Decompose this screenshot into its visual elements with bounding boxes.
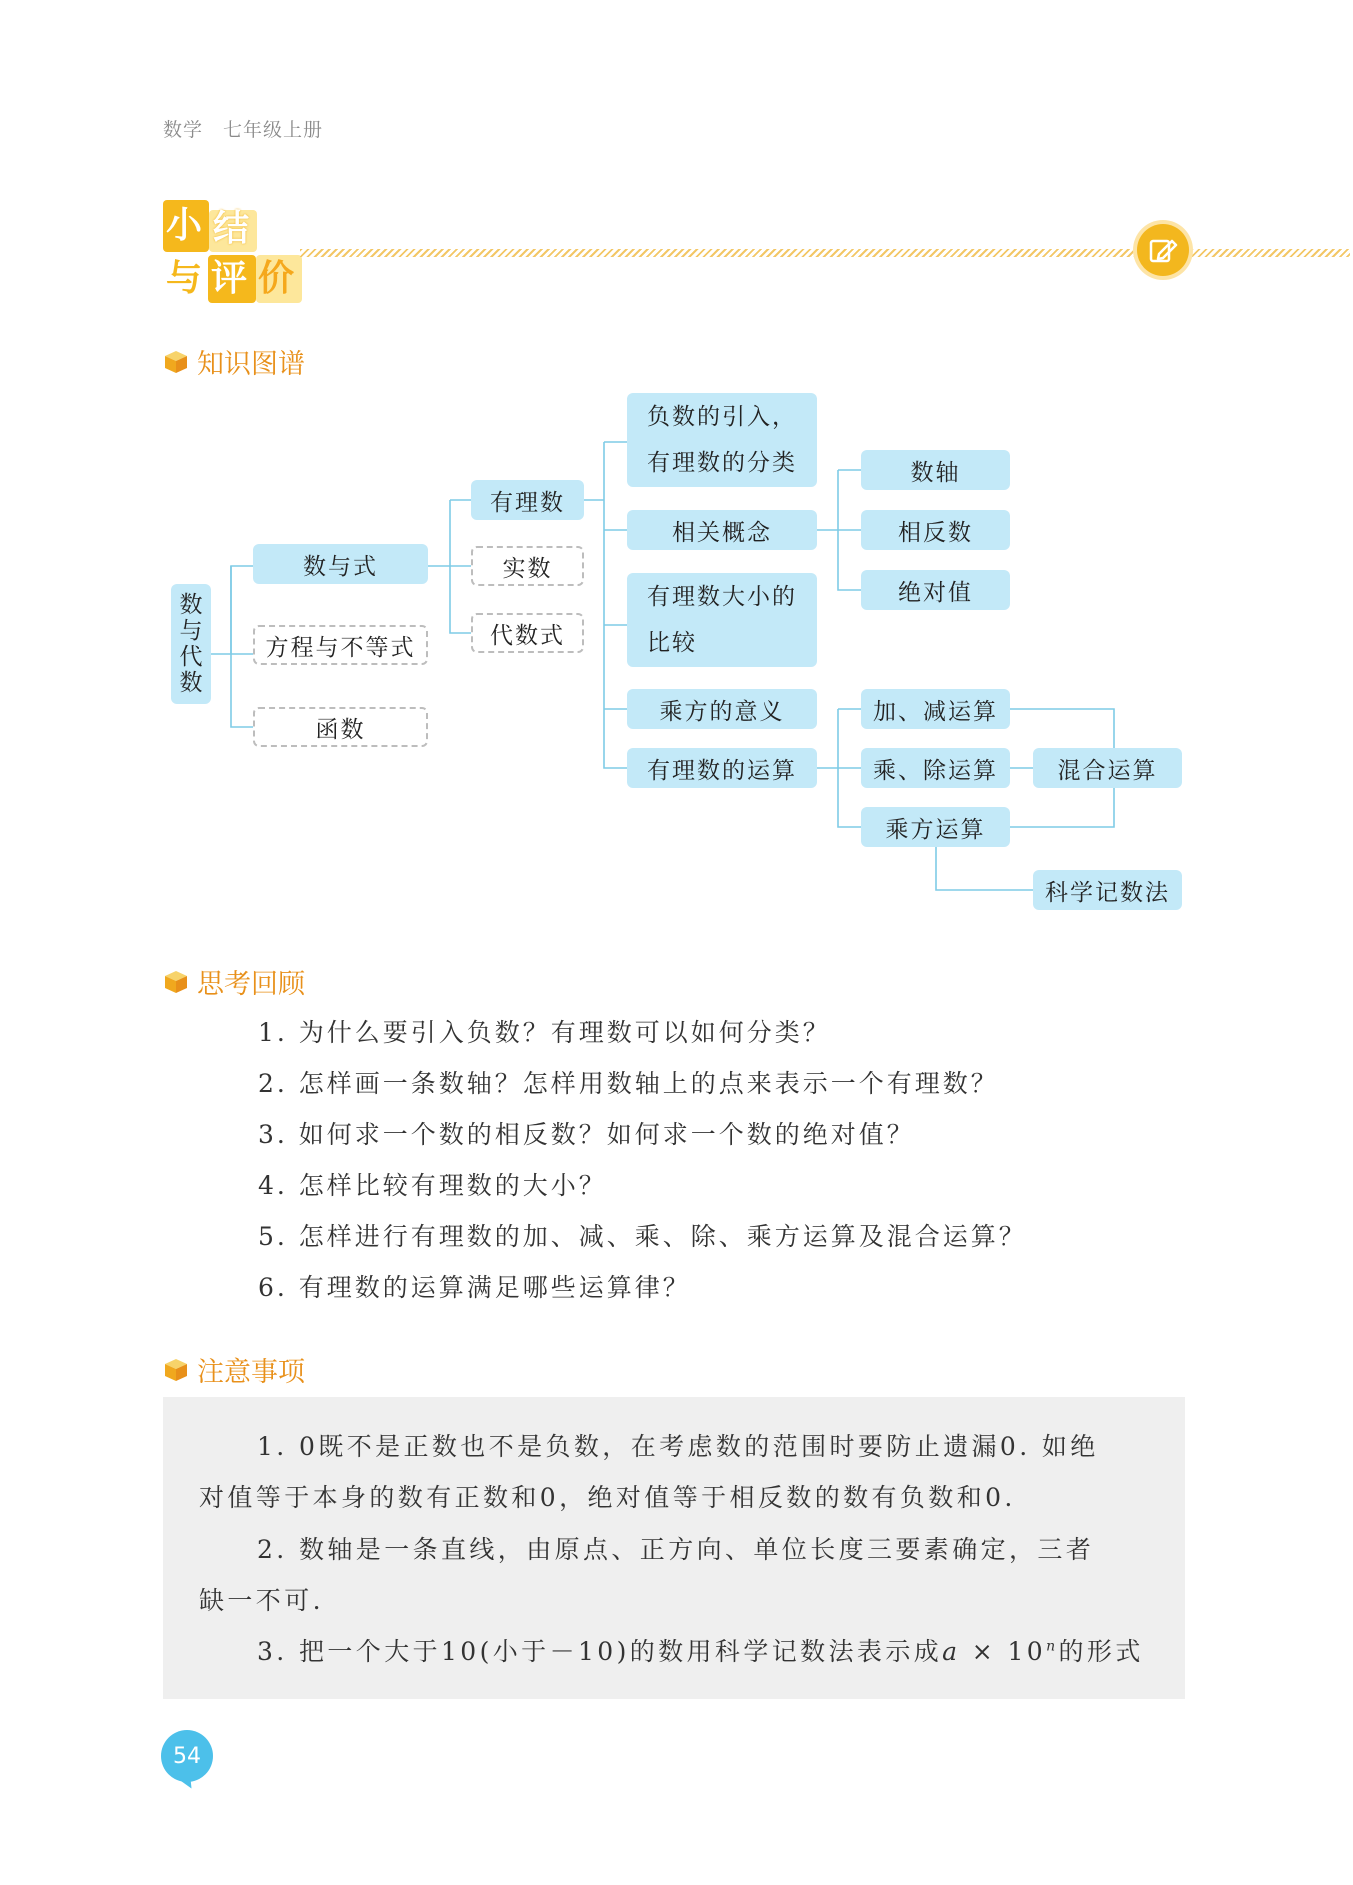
math-exponent: n [1046, 1638, 1059, 1655]
map-node-root-text: 数与代数 [179, 592, 203, 696]
review-question: 2. 怎样画一条数轴？怎样用数轴上的点来表示一个有理数？ [258, 1069, 999, 1098]
review-question: 5. 怎样进行有理数的加、减、乘、除、乘方运算及混合运算？ [258, 1222, 1027, 1251]
section-title-text: 知识图谱 [197, 349, 305, 380]
title-char: 评 [211, 258, 248, 299]
running-header: 数学 七年级上册 [163, 119, 324, 141]
map-node-root [171, 584, 211, 704]
title-char: 与 [166, 258, 203, 299]
map-node-compare [627, 573, 817, 667]
section-title-text: 注意事项 [197, 1357, 305, 1388]
notes-panel [163, 1397, 1185, 1699]
map-node-negative-intro [627, 393, 817, 487]
map-node-text: 有理数的分类 [647, 450, 797, 476]
map-node-number-line: 数轴 [861, 450, 1010, 490]
map-node-power-meaning: 乘方的意义 [627, 689, 817, 729]
section-header-notes [163, 1350, 305, 1389]
map-node-absolute: 绝对值 [861, 570, 1010, 610]
map-node-add-sub: 加、减运算 [861, 689, 1010, 729]
note-line: 对值等于本身的数有正数和0，绝对值等于相反数的数有负数和0. [199, 1483, 1016, 1512]
math-variable: a [942, 1637, 961, 1666]
map-node-equations: 方程与不等式 [253, 625, 428, 665]
map-node-mixed: 混合运算 [1033, 748, 1182, 788]
note-text: 3. 把一个大于10(小于－10)的数用科学记数法表示成 [257, 1637, 943, 1666]
map-node-mul-div: 乘、除运算 [861, 748, 1010, 788]
map-node-text: 负数的引入， [647, 404, 797, 430]
map-node-power-op: 乘方运算 [861, 807, 1010, 847]
review-question: 3. 如何求一个数的相反数？如何求一个数的绝对值？ [258, 1120, 915, 1149]
map-node-numbers-expressions: 数与式 [253, 544, 428, 584]
map-node-operations: 有理数的运算 [627, 748, 817, 788]
title-char: 小 [166, 205, 203, 246]
map-node-algebraic: 代数式 [471, 613, 584, 653]
cube-icon [163, 1357, 189, 1383]
note-line: 缺一不可. [199, 1586, 324, 1615]
map-node-text: 比较 [647, 630, 697, 656]
map-node-functions: 函数 [253, 707, 428, 747]
section-header-review [163, 962, 305, 1001]
map-node-related-concepts: 相关概念 [627, 510, 817, 550]
section-title-text: 思考回顾 [197, 969, 305, 1000]
review-question: 1. 为什么要引入负数？有理数可以如何分类？ [258, 1018, 831, 1047]
review-question: 4. 怎样比较有理数的大小？ [258, 1171, 607, 1200]
review-question: 6. 有理数的运算满足哪些运算律？ [258, 1273, 691, 1302]
note-text: 的形式 [1058, 1637, 1144, 1666]
note-text: × 10 [960, 1637, 1047, 1666]
title-char: 价 [258, 258, 295, 299]
note-line [257, 1632, 1144, 1668]
note-line: 2. 数轴是一条直线，由原点、正方向、单位长度三要素确定，三者 [257, 1535, 1095, 1564]
map-node-rational: 有理数 [471, 480, 584, 520]
note-line: 1. 0既不是正数也不是负数，在考虑数的范围时要防止遗漏0. 如绝 [257, 1432, 1099, 1461]
page-number: 54 [161, 1730, 213, 1782]
cube-icon [163, 969, 189, 995]
title-char: 结 [213, 208, 250, 249]
map-node-sci-notation: 科学记数法 [1033, 870, 1182, 910]
map-node-text: 有理数大小的 [647, 584, 797, 610]
map-node-real: 实数 [471, 546, 584, 586]
map-node-opposite: 相反数 [861, 510, 1010, 550]
